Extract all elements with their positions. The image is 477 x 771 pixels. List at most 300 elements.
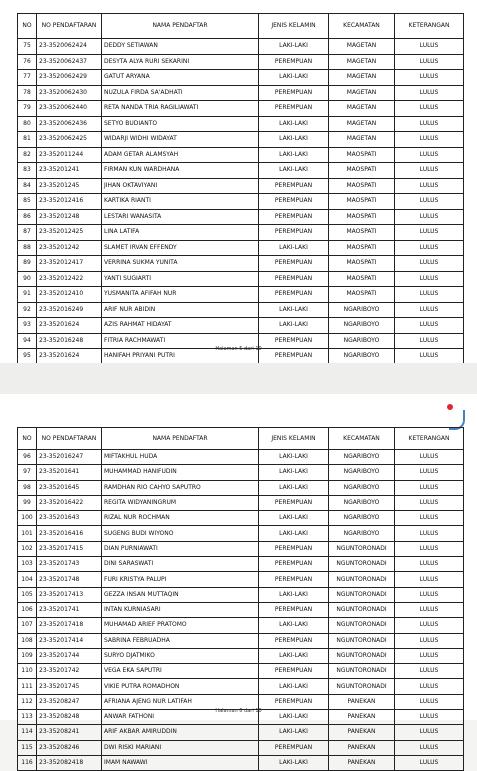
cell-status: LULUS	[395, 618, 464, 633]
cell-gender: LAKI-LAKI	[259, 450, 329, 465]
cell-registration-number: 23-352012410	[37, 287, 102, 303]
cell-registration-number: 23-35201624	[37, 349, 102, 365]
table-header-row	[18, 14, 464, 39]
cell-district: MAOSPATI	[329, 163, 395, 179]
cell-registration-number: 23-35201245	[37, 178, 102, 194]
cell-registration-number: 23-35201643	[37, 511, 102, 526]
table-row	[18, 679, 464, 694]
cell-district: MAGETAN	[329, 70, 395, 86]
cell-registration-number: 23-3520062436	[37, 116, 102, 132]
cell-applicant-name: MUHAMMAD HANIFUDIN	[102, 465, 259, 480]
cell-district: NGARIBOYO	[329, 465, 395, 480]
cell-status: LULUS	[395, 541, 464, 556]
cell-status: LULUS	[395, 755, 464, 770]
cell-status: LULUS	[395, 495, 464, 510]
results-table-page-6	[17, 427, 464, 771]
cell-no: 103	[18, 557, 37, 572]
cell-registration-number: 23-352016422	[37, 495, 102, 510]
table-row	[18, 725, 464, 740]
cell-registration-number: 23-35201741	[37, 602, 102, 617]
cell-gender: LAKI-LAKI	[259, 480, 329, 495]
cell-district: NGARIBOYO	[329, 302, 395, 318]
cell-no: 91	[18, 287, 37, 303]
table-row	[18, 740, 464, 755]
cell-district: MAGETAN	[329, 39, 395, 55]
cell-status: LULUS	[395, 572, 464, 587]
cell-no: 115	[18, 740, 37, 755]
cell-gender: PEREMPUAN	[259, 602, 329, 617]
cell-district: NGARIBOYO	[329, 495, 395, 510]
cell-district: NGUNTORONADI	[329, 618, 395, 633]
cell-gender: LAKI-LAKI	[259, 132, 329, 148]
cell-status: LULUS	[395, 116, 464, 132]
cell-registration-number: 23-35208246	[37, 740, 102, 755]
cell-registration-number: 23-35208248	[37, 710, 102, 725]
header-registration-number: NO PENDAFTARAN	[37, 14, 102, 39]
cell-applicant-name: DWI RISKI MARIANI	[102, 740, 259, 755]
header-registration-number: NO PENDAFTARAN	[37, 428, 102, 450]
cell-district: NGARIBOYO	[329, 318, 395, 334]
cell-no: 81	[18, 132, 37, 148]
cell-status: LULUS	[395, 710, 464, 725]
cell-gender: PEREMPUAN	[259, 694, 329, 709]
cell-status: LULUS	[395, 85, 464, 101]
cell-district: PANEKAN	[329, 694, 395, 709]
table-row	[18, 271, 464, 287]
cell-district: MAOSPATI	[329, 287, 395, 303]
cell-applicant-name: YANTI SUGIARTI	[102, 271, 259, 287]
cell-applicant-name: GATUT ARYANA	[102, 70, 259, 86]
cell-no: 77	[18, 70, 37, 86]
cell-status: LULUS	[395, 70, 464, 86]
cell-registration-number: 23-35201242	[37, 240, 102, 256]
cell-registration-number: 23-352012416	[37, 194, 102, 210]
cell-applicant-name: SETYO BUDIANTO	[102, 116, 259, 132]
cell-applicant-name: DIAN PURNIAWATI	[102, 541, 259, 556]
header-status: KETERANGAN	[395, 14, 464, 39]
cell-district: NGARIBOYO	[329, 333, 395, 349]
cell-status: LULUS	[395, 511, 464, 526]
cell-status: LULUS	[395, 287, 464, 303]
cell-gender: PEREMPUAN	[259, 54, 329, 70]
table-row	[18, 39, 464, 55]
table-row	[18, 633, 464, 648]
cell-applicant-name: FITRIA RACHMAWATI	[102, 333, 259, 349]
cell-status: LULUS	[395, 256, 464, 272]
cell-no: 76	[18, 54, 37, 70]
header-no: NO	[18, 428, 37, 450]
cell-applicant-name: SABRINA FEBRUADHA	[102, 633, 259, 648]
cell-registration-number: 23-352011244	[37, 147, 102, 163]
table-row	[18, 755, 464, 770]
cell-status: LULUS	[395, 450, 464, 465]
table-row	[18, 557, 464, 572]
cell-no: 107	[18, 618, 37, 633]
cell-gender: LAKI-LAKI	[259, 648, 329, 663]
cell-registration-number: 23-35201744	[37, 648, 102, 663]
table-row	[18, 240, 464, 256]
cell-district: MAGETAN	[329, 101, 395, 117]
cell-gender: PEREMPUAN	[259, 349, 329, 365]
cell-gender: PEREMPUAN	[259, 664, 329, 679]
cell-no: 88	[18, 240, 37, 256]
cell-gender: LAKI-LAKI	[259, 511, 329, 526]
cell-no: 80	[18, 116, 37, 132]
cell-gender: PEREMPUAN	[259, 557, 329, 572]
cell-applicant-name: AFRIANA AJENG NUR LATIFAH	[102, 694, 259, 709]
page-footer: Halaman 6 dari 10	[215, 708, 262, 714]
table-row	[18, 70, 464, 86]
table-row	[18, 163, 464, 179]
cell-district: NGARIBOYO	[329, 450, 395, 465]
cell-no: 89	[18, 256, 37, 272]
cell-no: 96	[18, 450, 37, 465]
cell-registration-number: 23-35201641	[37, 465, 102, 480]
cell-status: LULUS	[395, 740, 464, 755]
cell-no: 87	[18, 225, 37, 241]
cell-gender: PEREMPUAN	[259, 101, 329, 117]
cell-applicant-name: SUGENG BUDI WIYONO	[102, 526, 259, 541]
cell-no: 101	[18, 526, 37, 541]
cell-gender: PEREMPUAN	[259, 85, 329, 101]
document-page-6	[0, 394, 477, 767]
cell-status: LULUS	[395, 602, 464, 617]
cell-no: 84	[18, 178, 37, 194]
cell-registration-number: 23-35208241	[37, 725, 102, 740]
cell-registration-number: 23-35208247	[37, 694, 102, 709]
header-applicant-name: NAMA PENDAFTAR	[102, 428, 259, 450]
cell-district: NGUNTORONADI	[329, 587, 395, 602]
cell-no: 108	[18, 633, 37, 648]
cell-registration-number: 23-3520062437	[37, 54, 102, 70]
cell-applicant-name: GEZZA INSAN MUTTAQIN	[102, 587, 259, 602]
cell-status: LULUS	[395, 54, 464, 70]
table-row	[18, 287, 464, 303]
cell-gender: PEREMPUAN	[259, 495, 329, 510]
cell-registration-number: 23-3520062425	[37, 132, 102, 148]
cell-district: MAOSPATI	[329, 256, 395, 272]
cell-gender: LAKI-LAKI	[259, 318, 329, 334]
cell-applicant-name: VERRINA SUKMA YUNITA	[102, 256, 259, 272]
cell-gender: LAKI-LAKI	[259, 163, 329, 179]
table-row	[18, 465, 464, 480]
cell-no: 83	[18, 163, 37, 179]
cell-registration-number: 23-35201745	[37, 679, 102, 694]
cell-no: 97	[18, 465, 37, 480]
cell-no: 109	[18, 648, 37, 663]
cell-applicant-name: INTAN KURNIASARI	[102, 602, 259, 617]
cell-gender: LAKI-LAKI	[259, 147, 329, 163]
cell-district: MAOSPATI	[329, 209, 395, 225]
cell-gender: LAKI-LAKI	[259, 755, 329, 770]
table-row	[18, 209, 464, 225]
cell-status: LULUS	[395, 318, 464, 334]
table-row	[18, 132, 464, 148]
cell-gender: PEREMPUAN	[259, 178, 329, 194]
cell-no: 79	[18, 101, 37, 117]
cell-district: NGUNTORONADI	[329, 648, 395, 663]
cell-status: LULUS	[395, 526, 464, 541]
cell-applicant-name: LESTARI WANASITA	[102, 209, 259, 225]
table-row	[18, 511, 464, 526]
table-row	[18, 178, 464, 194]
page-gap	[0, 363, 477, 394]
table-row	[18, 495, 464, 510]
cell-district: MAOSPATI	[329, 271, 395, 287]
cell-applicant-name: DESYTA ALYA RURI SEKARINI	[102, 54, 259, 70]
cell-district: NGUNTORONADI	[329, 541, 395, 556]
cell-status: LULUS	[395, 132, 464, 148]
cell-no: 116	[18, 755, 37, 770]
cell-status: LULUS	[395, 178, 464, 194]
table-row	[18, 602, 464, 617]
cell-status: LULUS	[395, 557, 464, 572]
cell-no: 78	[18, 85, 37, 101]
cell-applicant-name: ARIF NUR ABIDIN	[102, 302, 259, 318]
cell-applicant-name: RAMDHAN RIO CAHYO SAPUTRO	[102, 480, 259, 495]
cell-applicant-name: FURI KRISTYA PALUPI	[102, 572, 259, 587]
cell-no: 114	[18, 725, 37, 740]
cell-applicant-name: RIZAL NUR ROCHMAN	[102, 511, 259, 526]
table-row	[18, 450, 464, 465]
table-row	[18, 318, 464, 334]
cell-no: 86	[18, 209, 37, 225]
header-gender: JENIS KELAMIN	[259, 14, 329, 39]
cell-applicant-name: DINI SARASWATI	[102, 557, 259, 572]
cell-gender: PEREMPUAN	[259, 541, 329, 556]
cell-gender: PEREMPUAN	[259, 572, 329, 587]
cell-applicant-name: IMAM NAWAWI	[102, 755, 259, 770]
header-applicant-name: NAMA PENDAFTAR	[102, 14, 259, 39]
cell-gender: LAKI-LAKI	[259, 465, 329, 480]
cell-no: 104	[18, 572, 37, 587]
table-row	[18, 225, 464, 241]
cell-status: LULUS	[395, 240, 464, 256]
cell-gender: PEREMPUAN	[259, 287, 329, 303]
cell-gender: PEREMPUAN	[259, 256, 329, 272]
cell-applicant-name: YUSMANITA AFIFAH NUR	[102, 287, 259, 303]
cell-status: LULUS	[395, 587, 464, 602]
cell-registration-number: 23-35201645	[37, 480, 102, 495]
cell-applicant-name: ANWAR FATHONI	[102, 710, 259, 725]
cell-gender: PEREMPUAN	[259, 271, 329, 287]
cell-applicant-name: SURYO DJATMIKO	[102, 648, 259, 663]
cell-registration-number: 23-352016247	[37, 450, 102, 465]
cell-no: 113	[18, 710, 37, 725]
table-row	[18, 194, 464, 210]
cell-district: NGARIBOYO	[329, 526, 395, 541]
cell-registration-number: 23-352017414	[37, 633, 102, 648]
cell-applicant-name: NUZULA FIRDA SA'ADHATI	[102, 85, 259, 101]
cell-status: LULUS	[395, 333, 464, 349]
cell-registration-number: 23-352016249	[37, 302, 102, 318]
header-status: KETERANGAN	[395, 428, 464, 450]
cell-district: NGUNTORONADI	[329, 679, 395, 694]
cell-status: LULUS	[395, 633, 464, 648]
cell-applicant-name: AZIS RAHMAT HIDAYAT	[102, 318, 259, 334]
cell-district: MAOSPATI	[329, 240, 395, 256]
table-row	[18, 116, 464, 132]
cell-gender: LAKI-LAKI	[259, 679, 329, 694]
cell-district: NGUNTORONADI	[329, 633, 395, 648]
cell-gender: PEREMPUAN	[259, 225, 329, 241]
cell-gender: PEREMPUAN	[259, 633, 329, 648]
cell-district: PANEKAN	[329, 755, 395, 770]
cell-status: LULUS	[395, 147, 464, 163]
cell-district: PANEKAN	[329, 740, 395, 755]
cell-no: 111	[18, 679, 37, 694]
cell-district: PANEKAN	[329, 710, 395, 725]
cell-registration-number: 23-35201248	[37, 209, 102, 225]
cell-status: LULUS	[395, 39, 464, 55]
cell-district: MAOSPATI	[329, 147, 395, 163]
cell-registration-number: 23-352017415	[37, 541, 102, 556]
cell-applicant-name: RETA NANDA TRIA RAGILIAWATI	[102, 101, 259, 117]
results-table-page-5	[17, 13, 464, 365]
cell-gender: LAKI-LAKI	[259, 39, 329, 55]
table-row	[18, 101, 464, 117]
cell-district: NGARIBOYO	[329, 480, 395, 495]
cell-district: NGARIBOYO	[329, 511, 395, 526]
cell-no: 95	[18, 349, 37, 365]
cell-gender: LAKI-LAKI	[259, 240, 329, 256]
cell-applicant-name: MUHAMAD ARIEF PRATOMO	[102, 618, 259, 633]
cell-registration-number: 23-35201748	[37, 572, 102, 587]
table-row	[18, 541, 464, 556]
cell-status: LULUS	[395, 648, 464, 663]
cell-registration-number: 23-352016248	[37, 333, 102, 349]
table-row	[18, 302, 464, 318]
cell-district: MAGETAN	[329, 54, 395, 70]
cell-no: 75	[18, 39, 37, 55]
cell-registration-number: 23-35201742	[37, 664, 102, 679]
cell-district: MAOSPATI	[329, 178, 395, 194]
cell-applicant-name: LINA LATIFA	[102, 225, 259, 241]
cell-gender: PEREMPUAN	[259, 333, 329, 349]
cell-registration-number: 23-35201624	[37, 318, 102, 334]
cell-district: MAGETAN	[329, 85, 395, 101]
cell-status: LULUS	[395, 225, 464, 241]
cell-registration-number: 23-3520062429	[37, 70, 102, 86]
cell-gender: LAKI-LAKI	[259, 70, 329, 86]
cell-gender: LAKI-LAKI	[259, 302, 329, 318]
table-row	[18, 256, 464, 272]
cell-registration-number: 23-3520062424	[37, 39, 102, 55]
cell-registration-number: 23-35201743	[37, 557, 102, 572]
cell-no: 112	[18, 694, 37, 709]
cell-applicant-name: VIKIE PUTRA ROMADHON	[102, 679, 259, 694]
cell-district: NGUNTORONADI	[329, 602, 395, 617]
cell-applicant-name: REGITA WIDYANINGRUM	[102, 495, 259, 510]
cell-applicant-name: MIFTAKHUL HUDA	[102, 450, 259, 465]
cell-district: MAOSPATI	[329, 194, 395, 210]
cell-applicant-name: ADAM GETAR ALAMSYAH	[102, 147, 259, 163]
cell-no: 100	[18, 511, 37, 526]
cell-no: 105	[18, 587, 37, 602]
table-row	[18, 85, 464, 101]
table-row	[18, 572, 464, 587]
cell-no: 82	[18, 147, 37, 163]
cell-no: 85	[18, 194, 37, 210]
cell-district: NGUNTORONADI	[329, 557, 395, 572]
cell-registration-number: 23-352012417	[37, 256, 102, 272]
cell-gender: LAKI-LAKI	[259, 116, 329, 132]
cell-gender: PEREMPUAN	[259, 209, 329, 225]
cell-status: LULUS	[395, 302, 464, 318]
cell-status: LULUS	[395, 725, 464, 740]
cell-district: NGUNTORONADI	[329, 572, 395, 587]
header-no: NO	[18, 14, 37, 39]
table-row	[18, 618, 464, 633]
cell-gender: LAKI-LAKI	[259, 710, 329, 725]
cell-district: NGUNTORONADI	[329, 664, 395, 679]
cell-no: 110	[18, 664, 37, 679]
cell-status: LULUS	[395, 679, 464, 694]
cell-registration-number: 23-3520062440	[37, 101, 102, 117]
cell-applicant-name: HANIFAH PRIYANI PUTRI	[102, 349, 259, 365]
cell-registration-number: 23-35201241	[37, 163, 102, 179]
cell-applicant-name: WIDARJI WIDHI WIDAYAT	[102, 132, 259, 148]
cell-no: 98	[18, 480, 37, 495]
cell-status: LULUS	[395, 349, 464, 365]
cell-applicant-name: VEGA EKA SAPUTRI	[102, 664, 259, 679]
table-header-row	[18, 428, 464, 450]
cell-status: LULUS	[395, 480, 464, 495]
cell-registration-number: 23-352082418	[37, 755, 102, 770]
document-page-5	[0, 0, 477, 363]
cell-status: LULUS	[395, 209, 464, 225]
cell-district: MAGETAN	[329, 132, 395, 148]
cell-status: LULUS	[395, 101, 464, 117]
cell-registration-number: 23-352012425	[37, 225, 102, 241]
cell-gender: PEREMPUAN	[259, 740, 329, 755]
cell-registration-number: 23-352016416	[37, 526, 102, 541]
cell-applicant-name: SLAMET IRVAN EFFENDY	[102, 240, 259, 256]
cell-status: LULUS	[395, 194, 464, 210]
cell-applicant-name: FIRMAN KUN WARDHANA	[102, 163, 259, 179]
cell-applicant-name: JIHAN OKTAVIYANI	[102, 178, 259, 194]
cell-registration-number: 23-352017413	[37, 587, 102, 602]
cell-applicant-name: ARIF AKBAR AMIRUDDIN	[102, 725, 259, 740]
table-row	[18, 648, 464, 663]
cell-no: 93	[18, 318, 37, 334]
cell-status: LULUS	[395, 163, 464, 179]
cell-applicant-name: KARTIKA RIANTI	[102, 194, 259, 210]
cell-no: 92	[18, 302, 37, 318]
table-row	[18, 480, 464, 495]
cell-district: MAOSPATI	[329, 225, 395, 241]
cell-no: 106	[18, 602, 37, 617]
cell-status: LULUS	[395, 465, 464, 480]
cell-registration-number: 23-352017418	[37, 618, 102, 633]
header-district: KECAMATAN	[329, 14, 395, 39]
cell-district: NGARIBOYO	[329, 349, 395, 365]
header-district: KECAMATAN	[329, 428, 395, 450]
cell-status: LULUS	[395, 271, 464, 287]
table-row	[18, 147, 464, 163]
cell-gender: LAKI-LAKI	[259, 618, 329, 633]
cell-status: LULUS	[395, 664, 464, 679]
cell-no: 90	[18, 271, 37, 287]
cell-registration-number: 23-3520062430	[37, 85, 102, 101]
table-row	[18, 526, 464, 541]
cell-applicant-name: DEDDY SETIAWAN	[102, 39, 259, 55]
header-gender: JENIS KELAMIN	[259, 428, 329, 450]
table-row	[18, 664, 464, 679]
cell-gender: LAKI-LAKI	[259, 587, 329, 602]
cell-district: PANEKAN	[329, 725, 395, 740]
table-row	[18, 587, 464, 602]
